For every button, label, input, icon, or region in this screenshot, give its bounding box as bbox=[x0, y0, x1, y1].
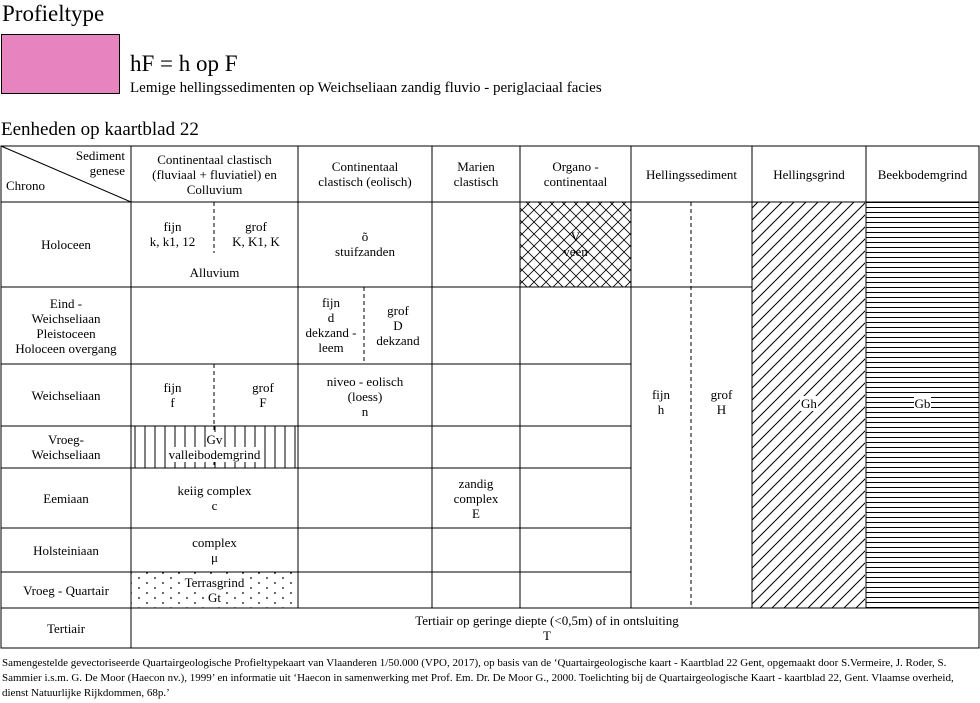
cell-gb: Gb bbox=[914, 395, 931, 411]
corner-sediment-genese: Sediment genese bbox=[75, 148, 125, 178]
footnote: Samengestelde gevectoriseerde Quartairgeologische Profieltypekaart van Vlaanderen 1/50.000 (VPO, 2017), op basis van de ‘Quartairgeologische kaart - Kaartblad 22 Gent, opgemaakt door S.Vermeire, J. Roder, S. Sammier i.s.m. G. De Moor (Haecon nv.), 1999’ en informatie uit ‘Haecon in samenwerking met Prof. Em. Dr. De Moor G., 2000. Toelichting bij de Quartairgeologische Kaart - kaartblad 22, Gent. Vlaamse overheid, dienst Natuurlijke Rijkdommen, 68p.’ bbox=[2, 657, 954, 699]
cell-stuifzanden: õ stuifzanden bbox=[335, 229, 395, 259]
page-title: Profieltype bbox=[2, 1, 105, 26]
row-vroeg-quartair: Vroeg - Quartair bbox=[23, 582, 109, 598]
cell-veen: V veen bbox=[563, 229, 588, 259]
cell-terrasgrind: Terrasgrind Gt bbox=[184, 575, 245, 605]
header-hellingsgrind: Hellingsgrind bbox=[773, 166, 845, 182]
row-eemiaan: Eemiaan bbox=[43, 490, 89, 506]
cell-valleibodemgrind: Gv valleibodemgrind bbox=[168, 432, 261, 462]
cell-hellingssediment-fijn: fijn h bbox=[651, 387, 671, 417]
legend-description: Lemige hellingssedimenten op Weichseliaan zandig fluvio - periglaciaal facies bbox=[130, 80, 602, 96]
legend-code: hF = h op F bbox=[130, 51, 238, 76]
row-holsteiniaan: Holsteiniaan bbox=[33, 542, 99, 558]
corner-chrono: Chrono bbox=[6, 178, 45, 193]
cell-tertiair: Tertiair op geringe diepte (<0,5m) of in ontsluiting T bbox=[415, 613, 679, 643]
row-eind-weichseliaan: Eind - Weichseliaan Pleistoceen Holoceen overgang bbox=[15, 295, 117, 356]
cell-gh: Gh bbox=[801, 395, 817, 411]
cell-loess: niveo - eolisch (loess) n bbox=[326, 373, 404, 419]
header-continentaal-fluviaal: Continentaal clastisch (fluviaal + fluviatiel) en Colluvium bbox=[152, 151, 277, 197]
row-holoceen: Holoceen bbox=[41, 237, 91, 252]
cell-complex: complex μ bbox=[192, 535, 237, 565]
cell-weichseliaan-grof: grof F bbox=[252, 380, 274, 410]
cell-keiig-complex: keiig complex c bbox=[177, 483, 252, 513]
row-vroeg-weichseliaan: Vroeg- Weichseliaan bbox=[31, 432, 101, 462]
row-tertiair: Tertiair bbox=[46, 620, 86, 636]
cell-dekzand: grof D dekzand bbox=[376, 302, 420, 348]
cell-dekzand-leem: fijn d dekzand - leem bbox=[305, 295, 357, 355]
cell-hellingssediment-grof: grof H bbox=[710, 387, 733, 417]
cell-zandig-complex: zandig complex E bbox=[453, 475, 499, 521]
cell-weichseliaan-fijn: fijn f bbox=[163, 380, 182, 410]
header-marien: Marien clastisch bbox=[453, 159, 499, 189]
header-beekbodemgrind: Beekbodemgrind bbox=[877, 166, 968, 182]
cell-alluvium: Alluvium bbox=[189, 264, 240, 280]
header-organo: Organo - continentaal bbox=[543, 159, 608, 189]
header-hellingssediment: Hellingssediment bbox=[646, 166, 737, 182]
units-title: Eenheden op kaartblad 22 bbox=[1, 119, 199, 140]
row-weichseliaan: Weichseliaan bbox=[31, 387, 101, 403]
cell-holoceen-grof: grof K, K1, K bbox=[232, 219, 280, 249]
cell-holoceen-fijn: fijn k, k1, 12 bbox=[149, 219, 196, 249]
header-continentaal-eolisch: Continentaal clastisch (eolisch) bbox=[318, 159, 412, 189]
